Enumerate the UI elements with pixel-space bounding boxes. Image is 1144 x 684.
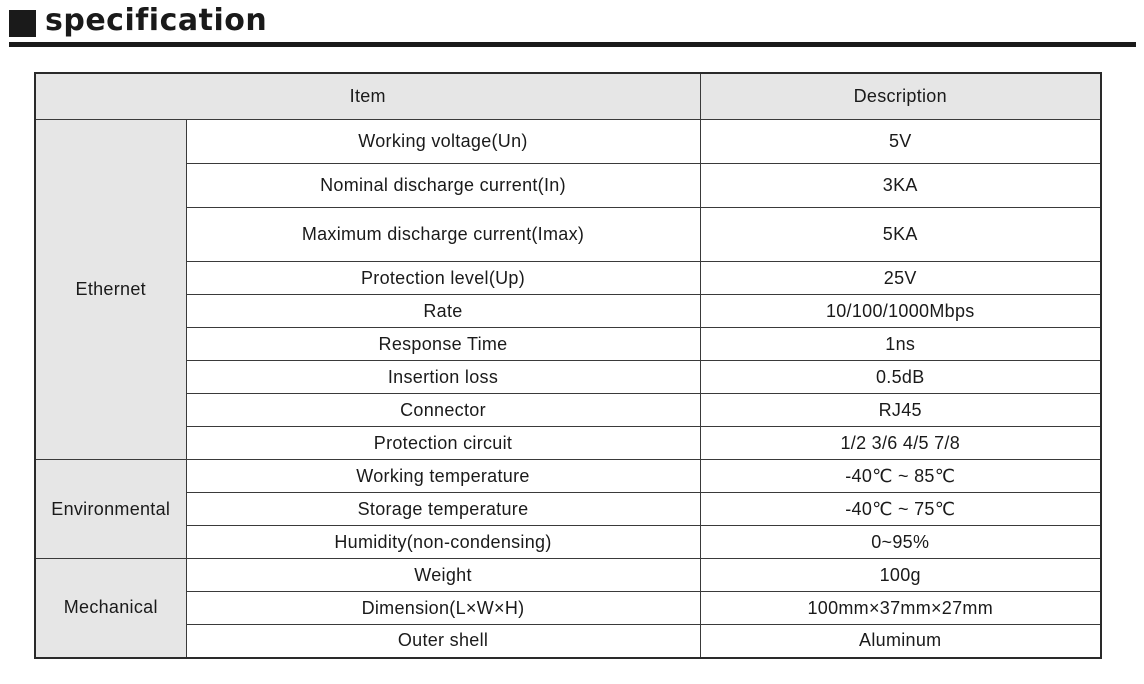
group-label-ethernet: Ethernet bbox=[35, 120, 186, 460]
table-row bbox=[35, 120, 1101, 164]
item-cell: Outer shell bbox=[186, 625, 700, 658]
table-row bbox=[35, 427, 1101, 460]
table-row bbox=[35, 208, 1101, 262]
value-cell: Aluminum bbox=[700, 625, 1101, 658]
value-cell: 0~95% bbox=[700, 526, 1101, 559]
table-row bbox=[35, 526, 1101, 559]
table-row bbox=[35, 559, 1101, 592]
header-square-icon bbox=[9, 10, 36, 37]
item-cell: Maximum discharge current(Imax) bbox=[186, 208, 700, 262]
value-cell: 5V bbox=[700, 120, 1101, 164]
table-row bbox=[35, 625, 1101, 658]
table-row bbox=[35, 328, 1101, 361]
item-cell: Storage temperature bbox=[186, 493, 700, 526]
item-cell: Connector bbox=[186, 394, 700, 427]
value-cell: 10/100/1000Mbps bbox=[700, 295, 1101, 328]
item-cell: Response Time bbox=[186, 328, 700, 361]
table-row bbox=[35, 592, 1101, 625]
value-cell: -40℃ ~ 75℃ bbox=[700, 493, 1101, 526]
value-cell: 5KA bbox=[700, 208, 1101, 262]
item-cell: Dimension(L×W×H) bbox=[186, 592, 700, 625]
item-cell: Humidity(non-condensing) bbox=[186, 526, 700, 559]
table-row bbox=[35, 460, 1101, 493]
value-cell: 25V bbox=[700, 262, 1101, 295]
value-cell: 1ns bbox=[700, 328, 1101, 361]
column-header-item: Item bbox=[35, 73, 700, 120]
value-cell: 100mm×37mm×27mm bbox=[700, 592, 1101, 625]
item-cell: Protection circuit bbox=[186, 427, 700, 460]
item-cell: Insertion loss bbox=[186, 361, 700, 394]
table-row bbox=[35, 295, 1101, 328]
table-row bbox=[35, 262, 1101, 295]
value-cell: -40℃ ~ 85℃ bbox=[700, 460, 1101, 493]
value-cell: 1/2 3/6 4/5 7/8 bbox=[700, 427, 1101, 460]
value-cell: 100g bbox=[700, 559, 1101, 592]
column-header-description: Description bbox=[700, 73, 1101, 120]
group-label-mechanical: Mechanical bbox=[35, 559, 186, 658]
table-row bbox=[35, 361, 1101, 394]
header-rule bbox=[9, 42, 1136, 47]
table-row bbox=[35, 394, 1101, 427]
table-header-row bbox=[35, 73, 1101, 120]
value-cell: 0.5dB bbox=[700, 361, 1101, 394]
table-row bbox=[35, 164, 1101, 208]
item-cell: Nominal discharge current(In) bbox=[186, 164, 700, 208]
page-title: specification bbox=[45, 3, 268, 38]
group-label-environmental: Environmental bbox=[35, 460, 186, 559]
table-row bbox=[35, 493, 1101, 526]
specification-table bbox=[34, 72, 1102, 659]
value-cell: 3KA bbox=[700, 164, 1101, 208]
item-cell: Working voltage(Un) bbox=[186, 120, 700, 164]
section-header bbox=[9, 4, 1136, 42]
item-cell: Rate bbox=[186, 295, 700, 328]
item-cell: Protection level(Up) bbox=[186, 262, 700, 295]
value-cell: RJ45 bbox=[700, 394, 1101, 427]
item-cell: Working temperature bbox=[186, 460, 700, 493]
item-cell: Weight bbox=[186, 559, 700, 592]
